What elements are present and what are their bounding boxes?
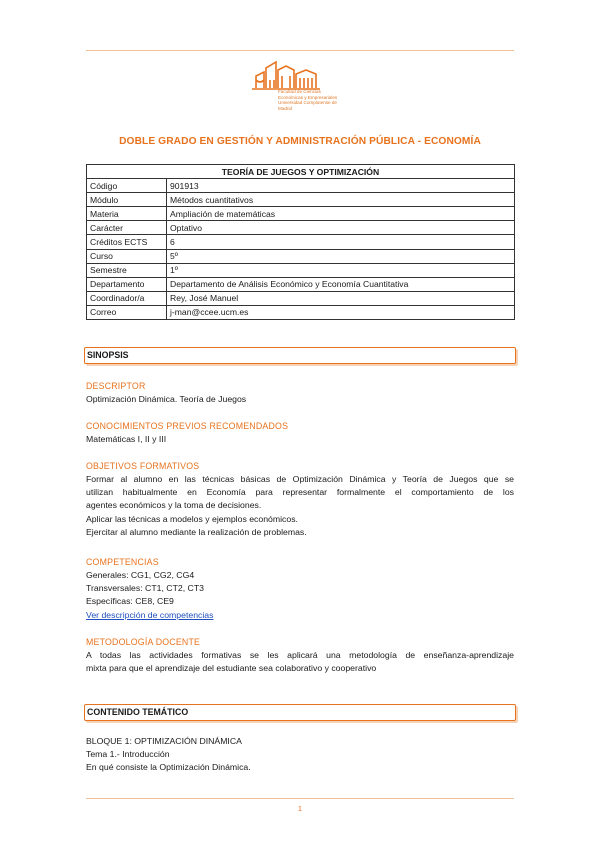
- row-label: Materia: [87, 207, 167, 221]
- logo-caption-line: Económicas y Empresariales: [278, 94, 338, 100]
- methodology-text: [86, 649, 514, 675]
- competencies-especificas: Específicas: CE8, CE9: [86, 596, 174, 607]
- descriptor-title: DESCRIPTOR: [86, 381, 146, 391]
- prev-knowledge-text: Matemáticas I, II y III: [86, 434, 167, 444]
- objectives-line: Ejercitar al alumno mediante la realización de problemas.: [86, 526, 307, 537]
- objectives-title: OBJETIVOS FORMATIVOS: [86, 461, 200, 471]
- row-value: Departamento de Análisis Económico y Economía Cuantitativa: [167, 277, 515, 291]
- bloque-title: BLOQUE 1: OPTIMIZACIÓN DINÁMICA: [86, 736, 242, 746]
- table-row: [87, 207, 515, 221]
- competencies-title: COMPETENCIAS: [86, 557, 159, 567]
- objectives-line: Formar al alumno en las técnicas básicas de Optimización Dinámica y Teoría de Juegos que se: [86, 474, 514, 484]
- row-label: Departamento: [87, 277, 167, 291]
- objectives-line: Aplicar las técnicas a modelos y ejemplos económicos.: [86, 513, 298, 524]
- row-value: Métodos cuantitativos: [167, 193, 515, 207]
- course-info-table: [86, 164, 515, 320]
- tema-line: En qué consiste la Optimización Dinámica.: [86, 762, 251, 773]
- methodology-title: METODOLOGÍA DOCENTE: [86, 637, 201, 647]
- row-value: j-man@ccee.ucm.es: [167, 305, 515, 319]
- footer-rule: [86, 798, 514, 799]
- logo-caption-line: Facultad de Ciencias: [278, 89, 321, 94]
- prev-knowledge-title: CONOCIMIENTOS PREVIOS RECOMENDADOS: [86, 421, 289, 431]
- row-value: 901913: [167, 179, 515, 193]
- contenido-text: [86, 735, 514, 775]
- course-name-row: [87, 165, 515, 179]
- course-name: TEORÍA DE JUEGOS Y OPTIMIZACIÓN: [87, 165, 515, 179]
- table-row: [87, 249, 515, 263]
- competencies-transversales: Transversales: CT1, CT2, CT3: [86, 583, 204, 594]
- row-value: Ampliación de matemáticas: [167, 207, 515, 221]
- objectives-line: agentes económicos y la toma de decisiones.: [86, 500, 262, 511]
- table-row: [87, 263, 515, 277]
- logo-caption: [278, 89, 348, 111]
- sinopsis-heading: SINOPSIS: [84, 347, 516, 364]
- page-number: 1: [297, 804, 303, 813]
- methodology-line: A todas las actividades formativas se les aplicará una metodología de enseñanza-aprendizaje: [86, 650, 514, 660]
- row-value: 1º: [167, 263, 515, 277]
- table-row: [87, 221, 515, 235]
- objectives-text: [86, 473, 514, 539]
- row-label: Carácter: [87, 221, 167, 235]
- row-value: 6: [167, 235, 515, 249]
- competencies-text: [86, 569, 514, 622]
- row-label: Código: [87, 179, 167, 193]
- row-value: Optativo: [167, 221, 515, 235]
- objectives-line: utilizan habitualmente en Economía para representar formalmente el comportamiento de los: [86, 487, 514, 498]
- table-row: [87, 179, 515, 193]
- row-label: Créditos ECTS: [87, 235, 167, 249]
- row-label: Coordinador/a: [87, 291, 167, 305]
- row-value: 5º: [167, 249, 515, 263]
- logo-caption-line: Universidad Complutense de Madrid: [278, 100, 337, 111]
- row-label: Semestre: [87, 263, 167, 277]
- competencies-generales: Generales: CG1, CG2, CG4: [86, 570, 195, 580]
- table-row: [87, 291, 515, 305]
- contenido-heading: CONTENIDO TEMÁTICO: [84, 704, 516, 721]
- header-rule: [86, 50, 514, 51]
- row-value: Rey, José Manuel: [167, 291, 515, 305]
- methodology-line: mixta para que el aprendizaje del estudiante sea colaborativo y cooperativo: [86, 663, 377, 674]
- competencies-link[interactable]: Ver descripción de competencias: [86, 609, 214, 620]
- table-row: [87, 277, 515, 291]
- table-row: [87, 305, 515, 319]
- tema-title: Tema 1.- Introducción: [86, 749, 170, 760]
- descriptor-text: Optimización Dinámica. Teoría de Juegos: [86, 394, 247, 404]
- table-row: [87, 193, 515, 207]
- row-label: Módulo: [87, 193, 167, 207]
- row-label: Curso: [87, 249, 167, 263]
- table-row: [87, 235, 515, 249]
- row-label: Correo: [87, 305, 167, 319]
- document-title: DOBLE GRADO EN GESTIÓN Y ADMINISTRACIÓN PÚBLICA - ECONOMÍA: [119, 136, 481, 147]
